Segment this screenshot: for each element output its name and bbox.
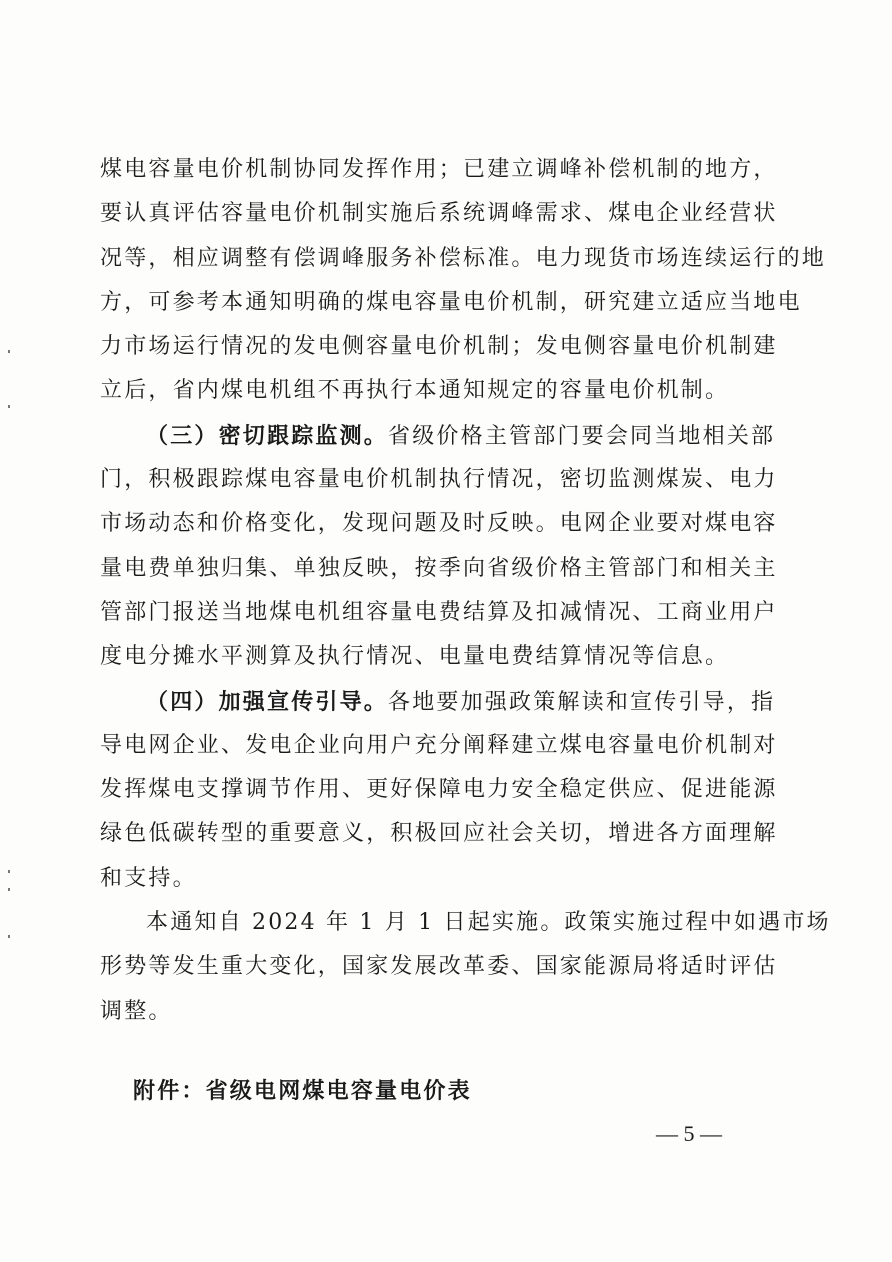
text-line: 度电分摊水平测算及执行情况、电量电费结算情况等信息。 bbox=[100, 644, 730, 670]
text-span: 省级价格主管部门要会同当地相关部 bbox=[388, 423, 776, 449]
section-heading: （三）密切跟踪监测。 bbox=[146, 422, 389, 449]
text-line: 导电网企业、发电企业向用户充分阐释建立煤电容量电价机制对 bbox=[100, 732, 778, 758]
text-span: 各地要加强政策解读和宣传引导，指 bbox=[388, 689, 776, 715]
text-line: 要认真评估容量电价机制实施后系统调峰需求、煤电企业经营状 bbox=[100, 201, 778, 227]
text-line bbox=[100, 414, 776, 458]
text-line: 况等，相应调整有偿调峰服务补偿标准。电力现货市场连续运行的地 bbox=[100, 245, 827, 271]
page-number: — 5 — bbox=[656, 1121, 722, 1146]
text-line bbox=[100, 680, 776, 724]
text-line: 形势等发生重大变化，国家发展改革委、国家能源局将适时评估 bbox=[100, 954, 778, 980]
scan-artifact bbox=[8, 870, 10, 873]
scan-artifact bbox=[8, 888, 10, 891]
text-line: 调整。 bbox=[100, 998, 173, 1024]
text-line: 门，积极跟踪煤电容量电价机制执行情况，密切监测煤炭、电力 bbox=[100, 467, 778, 493]
text-line: 管部门报送当地煤电机组容量电费结算及扣减情况、工商业用户 bbox=[100, 599, 778, 625]
body-text bbox=[100, 148, 831, 1034]
section-heading: （四）加强宣传引导。 bbox=[146, 688, 389, 715]
scan-artifact bbox=[8, 405, 10, 408]
text-line: 绿色低碳转型的重要意义，积极回应社会关切，增进各方面理解 bbox=[100, 821, 778, 847]
text-line: 立后，省内煤电机组不再执行本通知规定的容量电价机制。 bbox=[100, 378, 730, 404]
text-line: 发挥煤电支撑调节作用、更好保障电力安全稳定供应、促进能源 bbox=[100, 777, 778, 803]
text-line: 本通知自 2024 年 1 月 1 日起实施。政策实施过程中如遇市场 bbox=[146, 910, 831, 936]
scan-artifact bbox=[8, 350, 10, 353]
text-line: 量电费单独归集、单独反映，按季向省级价格主管部门和相关主 bbox=[100, 555, 778, 581]
text-line: 力市场运行情况的发电侧容量电价机制；发电侧容量电价机制建 bbox=[100, 334, 778, 360]
text-line: 方，可参考本通知明确的煤电容量电价机制，研究建立适应当地电 bbox=[100, 289, 802, 315]
scan-artifact bbox=[8, 935, 10, 938]
text-line: 煤电容量电价机制协同发挥作用；已建立调峰补偿机制的地方， bbox=[100, 157, 778, 182]
attachment-label: 附件：省级电网煤电容量电价表 bbox=[133, 1078, 472, 1104]
text-line: 市场动态和价格变化，发现问题及时反映。电网企业要对煤电容 bbox=[100, 511, 778, 537]
text-line: 和支持。 bbox=[100, 865, 197, 891]
